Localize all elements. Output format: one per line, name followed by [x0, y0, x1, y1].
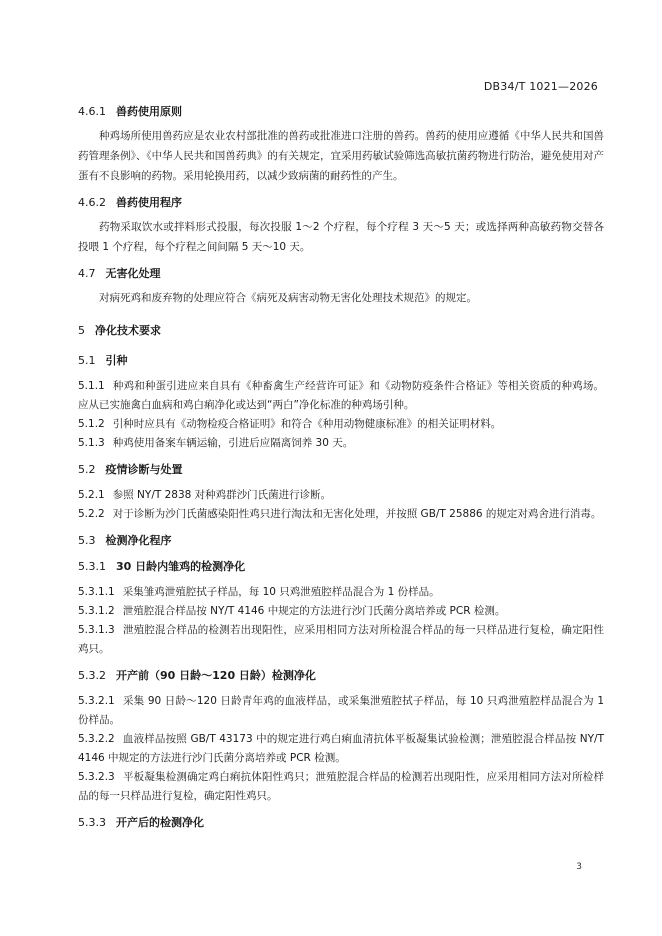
page-number: 3: [576, 862, 582, 872]
section-number: 5: [78, 324, 85, 337]
section-number: 4.7: [78, 267, 96, 280]
clause-5-3-2-1: 5.3.2.1 采集 90 日龄～120 日龄青年鸡的血液样品，或采集泄殖腔拭子样品，每 10 只鸡泄殖腔样品混合为 1 份样品。: [78, 695, 604, 726]
page-content: [78, 104, 604, 831]
section-title: 兽药使用原则: [116, 105, 182, 118]
section-4-6-2: [78, 195, 604, 211]
section-title: 疫情诊断与处置: [105, 463, 183, 476]
clause-5-1-3: 5.1.3 种鸡使用备案车辆运输，引进后应隔离饲养 30 天。: [78, 437, 354, 449]
section-title: 兽药使用程序: [116, 196, 182, 209]
clause-5-1-1: 5.1.1 种鸡和种蛋引进应来自具有《种畜禽生产经营许可证》和《动物防疫条件合格证》等相关资质的种鸡场。应从已实施禽白血病和鸡白痢净化或达到“两白”净化标准的种鸡场引种。: [78, 380, 604, 411]
section-4-7: [78, 266, 604, 282]
paragraph: 种鸡场所使用兽药应是农业农村部批准的兽药或批准进口注册的兽药。兽药的使用应遵循《中华人民共和国兽药管理条例》、《中华人民共和国兽药典》的有关规定，宜采用药敏试验筛选高敏抗菌药物进行防治，避免使用对产蛋有不良影响的药物。采用轮换用药，以减少致病菌的耐药性的产生。: [78, 130, 604, 182]
section-5-3-3: [78, 815, 604, 831]
clause-5-3-1-3: 5.3.1.3 泄殖腔混合样品的检测若出现阳性，应采用相同方法对所检混合样品的每一只样品进行复检，确定阳性鸡只。: [78, 624, 604, 655]
clause-5-3-2-3: 5.3.2.3 平板凝集检测确定鸡白痢抗体阳性鸡只；泄殖腔混合样品的检测若出现阳性，应采用相同方法对所检样品的每一只样品进行复检，确定阳性鸡只。: [78, 771, 604, 802]
section-number: 5.3.3: [78, 816, 106, 829]
clause-5-3-1-1: 5.3.1.1 采集雏鸡泄殖腔拭子样品，每 10 只鸡泄殖腔样品混合为 1 份样品。: [78, 586, 440, 598]
section-4-6-1: [78, 104, 604, 120]
section-title: 开产后的检测净化: [116, 816, 204, 829]
section-title: 无害化处理: [105, 267, 161, 280]
clause-5-3-1-2: 5.3.1.2 泄殖腔混合样品按 NY/T 4146 中规定的方法进行沙门氏菌分离培养或 PCR 检测。: [78, 605, 506, 617]
paragraph: 对病死鸡和废弃物的处理应符合《病死及病害动物无害化处理技术规范》的规定。: [99, 292, 477, 304]
document-code: DB34/T 1021—2026: [483, 80, 598, 93]
section-5-1: [78, 353, 604, 369]
section-number: 4.6.2: [78, 196, 106, 209]
section-number: 5.2: [78, 463, 96, 476]
section-number: 5.3.1: [78, 560, 106, 573]
section-number: 5.3.2: [78, 669, 106, 682]
paragraph: 药物采取饮水或拌料形式投服，每次投服 1～2 个疗程，每个疗程 3 天～5 天；或选择两种高敏药物交替各投喂 1 个疗程，每个疗程之间间隔 5 天～10 天。: [78, 221, 604, 253]
chapter-5: [78, 323, 604, 339]
section-title: 30 日龄内雏鸡的检测净化: [116, 560, 246, 573]
clause-5-3-2-2: 5.3.2.2 血液样品按照 GB/T 43173 中的规定进行鸡白痢血清抗体平板凝集试验检测；泄殖腔混合样品按 NY/T 4146 中规定的方法进行沙门氏菌分离培养或 PCR 检测。: [78, 733, 604, 764]
clause-5-1-2: 5.1.2 引种时应具有《动物检疫合格证明》和符合《种用动物健康标准》的相关证明材料。: [78, 418, 502, 430]
section-5-3-1: [78, 559, 604, 575]
section-title: 引种: [105, 354, 128, 367]
section-5-3-2: [78, 668, 604, 684]
section-5-3: [78, 533, 604, 549]
clause-5-2-2: 5.2.2 对于诊断为沙门氏菌感染阳性鸡只进行淘汰和无害化处理，并按照 GB/T 25886 的规定对鸡舍进行消毒。: [78, 508, 602, 520]
section-number: 5.1: [78, 354, 96, 367]
section-title: 开产前（90 日龄～120 日龄）检测净化: [116, 669, 316, 682]
section-title: 检测净化程序: [105, 534, 172, 547]
section-number: 4.6.1: [78, 105, 106, 118]
section-title: 净化技术要求: [95, 324, 161, 337]
section-number: 5.3: [78, 534, 96, 547]
section-5-2: [78, 462, 604, 478]
clause-5-2-1: 5.2.1 参照 NY/T 2838 对种鸡群沙门氏菌进行诊断。: [78, 489, 332, 501]
